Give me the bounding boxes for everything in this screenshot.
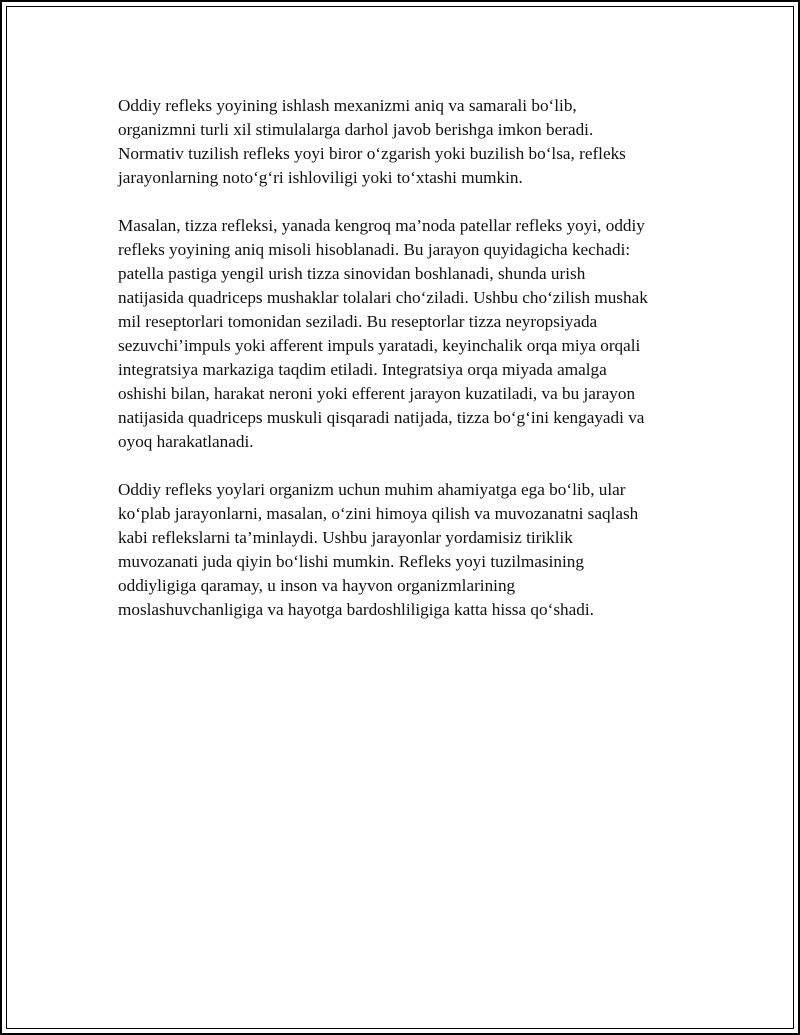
text-line: oddiyligiga qaramay, u inson va hayvon organizmlarining xyxy=(118,576,516,595)
paragraph-3 xyxy=(118,478,718,622)
text-line: oyoq harakatlanadi. xyxy=(118,432,254,451)
text-line: sezuvchi’impuls yoki afferent impuls yaratadi, keyinchalik orqa miya orqali xyxy=(118,336,641,355)
text-line: natijasida quadriceps mushaklar tolalari cho‘ziladi. Ushbu cho‘zilish mushak xyxy=(118,288,648,307)
text-line: Oddiy refleks yoylari organizm uchun muhim ahamiyatga ega bo‘lib, ular xyxy=(118,480,626,499)
paragraph-1 xyxy=(118,94,718,190)
text-line: muvozanati juda qiyin bo‘lishi mumkin. Refleks yoyi tuzilmasining xyxy=(118,552,584,571)
text-line: Normativ tuzilish refleks yoyi biror o‘zgarish yoki buzilish bo‘lsa, refleks xyxy=(118,144,626,163)
text-line: integratsiya markaziga taqdim etiladi. Integratsiya orqa miyada amalga xyxy=(118,360,607,379)
text-line: patella pastiga yengil urish tizza sinovidan boshlanadi, shunda urish xyxy=(118,264,586,283)
text-line: Masalan, tizza refleksi, yanada kengroq ma’noda patellar refleks yoyi, oddiy xyxy=(118,216,645,235)
text-line: mil reseptorlari tomonidan seziladi. Bu reseptorlar tizza neyropsiyada xyxy=(118,312,598,331)
text-line: refleks yoyining aniq misoli hisoblanadi. Bu jarayon quyidagicha kechadi: xyxy=(118,240,631,259)
text-line: jarayonlarning noto‘g‘ri ishloviligi yoki to‘xtashi mumkin. xyxy=(118,168,523,187)
text-line: moslashuvchanligiga va hayotga bardoshliligiga katta hissa qo‘shadi. xyxy=(118,600,594,619)
paragraph-2 xyxy=(118,214,718,454)
text-line: natijasida quadriceps muskuli qisqaradi natijada, tizza bo‘g‘ini kengayadi va xyxy=(118,408,645,427)
document-body xyxy=(118,94,718,646)
text-line: organizmni turli xil stimulalarga darhol javob berishga imkon beradi. xyxy=(118,120,594,139)
text-line: kabi reflekslarni ta’minlaydi. Ushbu jarayonlar yordamisiz tiriklik xyxy=(118,528,573,547)
text-line: ko‘plab jarayonlarni, masalan, o‘zini himoya qilish va muvozanatni saqlash xyxy=(118,504,639,523)
text-line: Oddiy refleks yoyining ishlash mexanizmi aniq va samarali bo‘lib, xyxy=(118,96,577,115)
text-line: oshishi bilan, harakat neroni yoki efferent jarayon kuzatiladi, va bu jarayon xyxy=(118,384,636,403)
